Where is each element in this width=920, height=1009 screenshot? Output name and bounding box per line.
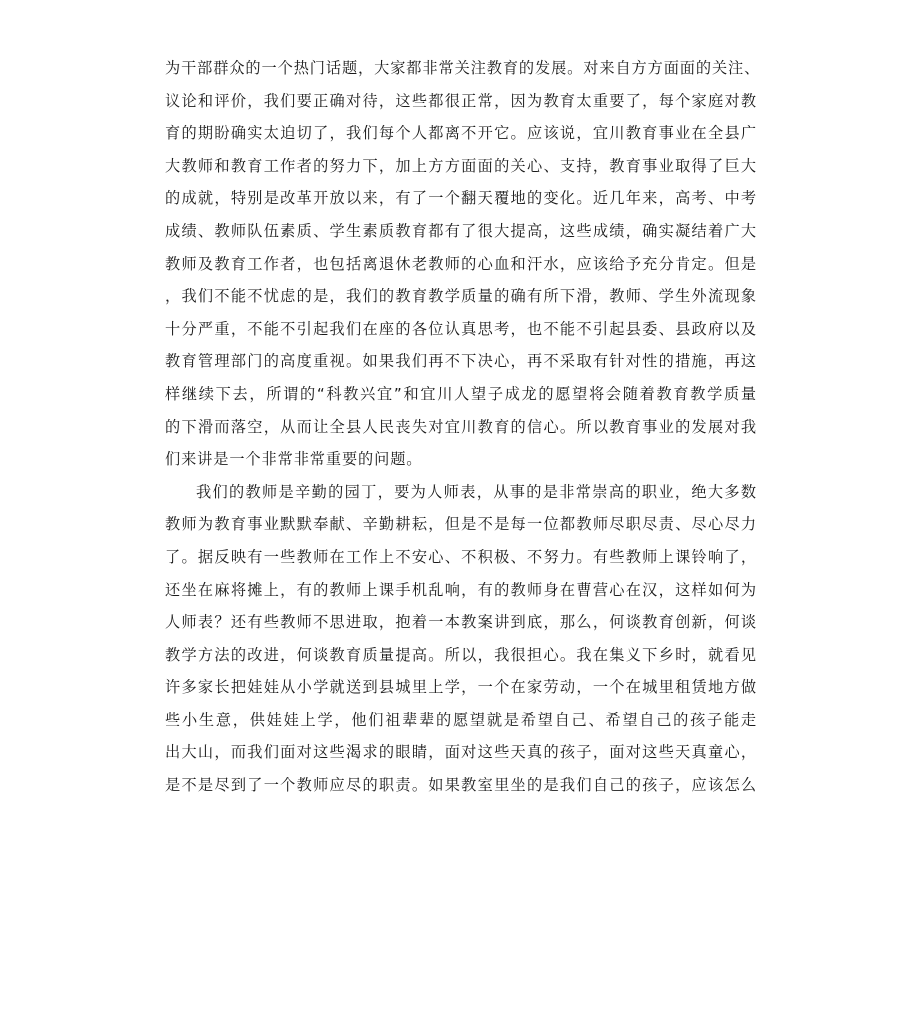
text-line: 些小生意，供娃娃上学，他们祖辈辈的愿望就是希望自己、希望自己的孩子能走 [165,710,757,729]
text-line: 样继续下去，所谓的“科教兴宜”和宜川人望子成龙的愿望将会随着教育教学质量 [165,384,757,403]
text-line: 教育管理部门的高度重视。如果我们再不下决心，再不采取有针对性的措施，再这 [165,352,757,371]
text-line: 的成就，特别是改革开放以来，有了一个翻天覆地的变化。近几年来，高考、中考 [165,189,757,208]
text-line: 教学方法的改进，何谈教育质量提高。所以，我很担心。我在集义下乡时，就看见 [165,645,757,664]
text-line: ，我们不能不忧虑的是，我们的教育教学质量的确有所下滑，教师、学生外流现象 [165,287,757,306]
text-line: 我们的教师是辛勤的园丁，要为人师表，从事的是非常崇高的职业，绝大多数 [196,482,757,501]
text-line: 成绩、教师队伍素质、学生素质教育都有了很大提高，这些成绩，确实凝结着广大 [165,221,757,240]
text-line: 了。据反映有一些教师在工作上不安心、不积极、不努力。有些教师上课铃响了， [165,547,757,566]
text-line: 是不是尽到了一个教师应尽的职责。如果教室里坐的是我们自己的孩子，应该怎么 [165,776,757,795]
text-line: 十分严重，不能不引起我们在座的各位认真思考，也不能不引起县委、县政府以及 [165,319,757,338]
text-line: 育的期盼确实太迫切了，我们每个人都离不开它。应该说，宜川教育事业在全县广 [165,124,757,143]
paragraph-1 [165,52,761,476]
paragraph-2 [165,476,757,802]
text-line: 的下滑而落空，从而让全县人民丧失对宜川教育的信心。所以教育事业的发展对我 [165,417,757,436]
text-line: 教师及教育工作者，也包括离退休老教师的心血和汗水，应该给予充分肯定。但是 [165,254,757,273]
body-text [165,52,761,802]
text-line: 教师为教育事业默默奉献、辛勤耕耘，但是不是每一位都教师尽职尽责、尽心尽力 [165,515,757,534]
text-line: 们来讲是一个非常非常重要的问题。 [165,450,423,469]
text-line: 出大山，而我们面对这些渴求的眼睛，面对这些天真的孩子，面对这些天真童心， [165,743,757,762]
text-line: 还坐在麻将摊上，有的教师上课手机乱响，有的教师身在曹营心在汉，这样如何为 [165,580,757,599]
text-line: 大教师和教育工作者的努力下，加上方方面面的关心、支持，教育事业取得了巨大 [165,156,757,175]
text-line: 议论和评价，我们要正确对待，这些都很正常，因为教育太重要了，每个家庭对教 [165,91,757,110]
text-line: 人师表？还有些教师不思进取，抱着一本教案讲到底，那么，何谈教育创新，何谈 [165,613,757,632]
text-line: 许多家长把娃娃从小学就送到县城里上学，一个在家劳动，一个在城里租赁地方做 [165,678,757,697]
text-line: 为干部群众的一个热门话题，大家都非常关注教育的发展。对来自方方面面的关注、 [165,59,761,77]
